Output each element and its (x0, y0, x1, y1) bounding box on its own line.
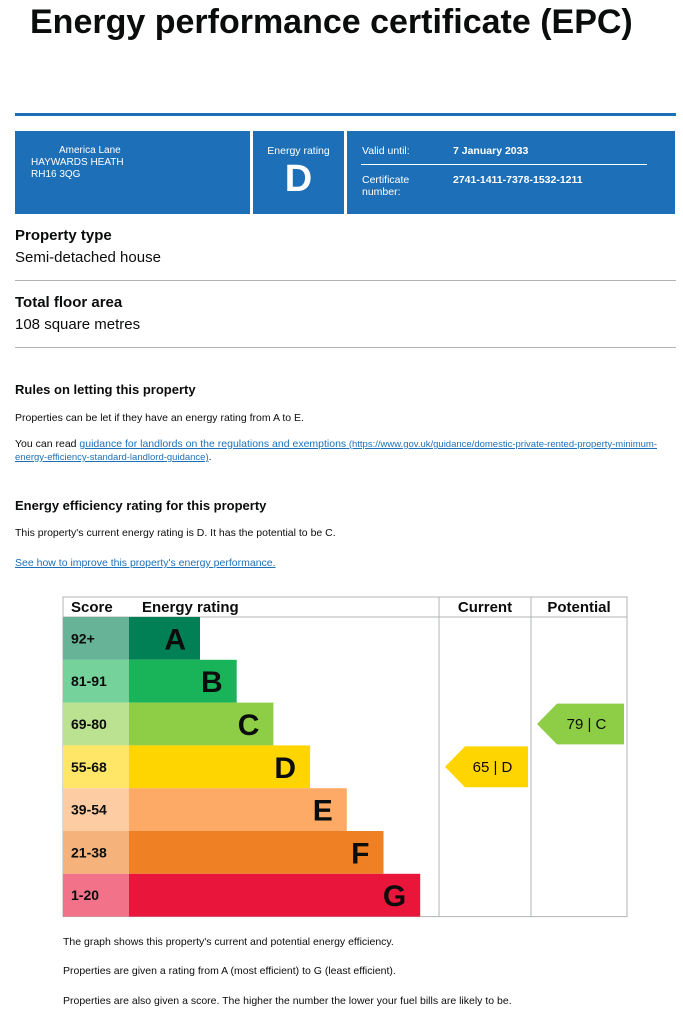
address-line-2: HAYWARDS HEATH (31, 157, 124, 168)
efficiency-heading: Energy efficiency rating for this property (15, 498, 267, 513)
column-header-score: Score (71, 599, 113, 616)
rating-letter-c: C (237, 709, 260, 742)
guidance-link[interactable]: guidance for landlords on the regulations and exemptions (79, 438, 347, 450)
certificate-number: 2741-1411-7378-1532-1211 (453, 174, 583, 186)
column-header-potential: Potential (547, 599, 611, 616)
rating-letter-d: D (274, 751, 297, 785)
valid-until-label: Valid until: (362, 145, 410, 157)
footer-line-2: Properties are given a rating from A (most efficient) to G (least efficient). (63, 965, 396, 977)
rating-letter-e: E (312, 794, 333, 828)
floor-area-heading: Total floor area (15, 294, 123, 311)
rating-letter-a: A (164, 623, 186, 657)
guidance-prefix: You can read (15, 438, 80, 450)
rating-letter-b: B (201, 666, 223, 700)
valid-until-value: 7 January 2033 (453, 145, 529, 157)
potential-rating-label: 79 | C (566, 716, 607, 733)
current-rating-label: 65 | D (472, 758, 513, 776)
score-label-e: 39-54 (71, 801, 107, 818)
score-label-c: 69-80 (71, 716, 107, 732)
column-header-energy-rating: Energy rating (142, 599, 239, 616)
score-label-d: 55-68 (71, 758, 107, 775)
letting-heading: Rules on letting this property (15, 382, 196, 397)
certificate-label-1: Certificate (362, 174, 410, 186)
rating-bar-g (129, 874, 420, 917)
rating-letter-f: F (351, 837, 370, 871)
improve-performance-link[interactable]: See how to improve this property's energy performance. (15, 557, 276, 569)
address-line-1: America Lane (59, 145, 121, 156)
letting-paragraph: Properties can be let if they have an energy rating from A to E. (15, 412, 304, 424)
energy-rating-label: Energy rating (267, 145, 330, 157)
score-label-g: 1-20 (71, 887, 100, 904)
score-label-a: 92+ (71, 630, 95, 647)
energy-rating-letter: D (284, 158, 313, 200)
footer-line-3: Properties are also given a score. The higher the number the lower your fuel bills are likely to be. (63, 995, 512, 1007)
property-type-value: Semi-detached house (15, 249, 161, 266)
guidance-suffix: . (208, 451, 212, 463)
guidance-url[interactable]: (https://www.gov.uk/guidance/domestic-private-rented-property-minimum-energy-efficiency-standard-landlord-guidance) (15, 439, 657, 463)
score-label-b: 81-91 (71, 673, 107, 690)
address-line-3: RH16 3QG (31, 169, 81, 180)
column-header-current: Current (457, 599, 513, 616)
page-title: Energy performance certificate (EPC) (30, 3, 633, 41)
property-type-heading: Property type (15, 227, 112, 244)
rating-bar-f (129, 831, 384, 874)
score-label-f: 21-38 (71, 844, 107, 861)
floor-area-value: 108 square metres (15, 316, 141, 333)
rating-letter-g: G (382, 880, 407, 914)
footer-line-1: The graph shows this property's current and potential energy efficiency. (63, 936, 394, 948)
efficiency-paragraph: This property's current energy rating is D. It has the potential to be C. (15, 527, 336, 539)
certificate-label-2: number: (362, 186, 401, 198)
